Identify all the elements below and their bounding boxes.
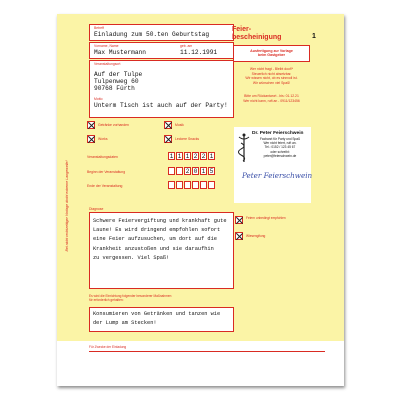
stamp-signature: Peter Feierschwein <box>242 171 313 180</box>
sidebar-warning <box>62 34 72 374</box>
event-digit[interactable]: 1 <box>209 153 214 160</box>
start-digit[interactable]: 1 <box>201 168 206 175</box>
notice-line-2: Steuerlich nicht absetzbar. <box>251 71 292 76</box>
footer-line <box>89 351 325 352</box>
measures-line-2: der Lump am Stecken! <box>93 320 157 326</box>
stamp-line-3: oder schreibt: <box>270 149 290 154</box>
form-title-line-2: bescheinigung <box>232 34 282 41</box>
diagnosis-line-5: zu vergessen. Viel Spaß! <box>93 255 170 261</box>
checkbox-wiesengifung[interactable] <box>235 232 243 240</box>
name-value: Max Mustermann <box>94 49 146 56</box>
name-box[interactable] <box>89 42 234 59</box>
end-digit[interactable] <box>184 181 191 189</box>
start-digit[interactable]: 2 <box>185 168 190 175</box>
checkbox-drinks[interactable] <box>87 121 95 129</box>
checkbox-works-label: Works <box>98 137 108 141</box>
date-label: geb. am <box>180 44 193 48</box>
certificate-card <box>57 14 344 386</box>
end-digit[interactable] <box>176 181 183 189</box>
end-digit[interactable] <box>192 181 199 189</box>
stamp-name: Dr. Peter Feierschwein <box>252 131 304 136</box>
end-digit[interactable] <box>208 181 215 189</box>
checkbox-works[interactable] <box>87 135 95 143</box>
checkbox-snacks-label: Leckere Snacks <box>175 137 200 141</box>
event-digit[interactable]: 1 <box>177 153 182 160</box>
wiesengifung-label: Wiesengifung <box>246 234 266 238</box>
diagnosis-line-2: Laune! Es wird dringend empfohlen sofort <box>93 226 221 233</box>
contact-text <box>233 94 310 103</box>
measures-box[interactable] <box>89 307 234 332</box>
start-digit[interactable] <box>168 167 175 175</box>
event-digit[interactable]: 2 <box>201 153 206 160</box>
end-digit[interactable] <box>168 181 175 189</box>
address-line-2: Tulpenweg 60 <box>94 78 139 85</box>
stamp-subtitle: Facharzt für Party und Spaß <box>259 137 301 141</box>
diagnosis-label: Diagnose <box>89 207 104 211</box>
checkbox-drinks-label: Getränke vorhanden <box>98 123 129 127</box>
address-line-3: 90768 Fürth <box>94 85 135 92</box>
stamp-line-2: Tel.: 0152 / 123 45 67 <box>264 145 296 150</box>
diagnosis-line-4: Krankheit anzustoßen und sie daraufhin <box>93 245 214 252</box>
event-digit[interactable]: 1 <box>169 153 174 160</box>
diagnosis-line-1: Schwere Feiervergiftung und krankhaft gute <box>93 218 227 224</box>
end-digit[interactable] <box>200 181 207 189</box>
note-label: Motto <box>94 97 103 101</box>
measures-line-1: Konsumieren von Getränken und tanzen wie <box>93 311 221 317</box>
copy-label-line-2: beim Gastgeber <box>257 53 286 57</box>
note-value: Unterm Tisch ist auch auf der Party! <box>94 102 228 109</box>
address-label: Veranstaltungsort <box>94 62 121 66</box>
stamp-info <box>252 137 308 158</box>
notice-line-3: Wir wissen nicht, ob es sinnvoll ist. <box>245 76 298 81</box>
end-date-label: Ende der Veranstaltung <box>87 184 123 188</box>
subject-label: Betreff <box>94 26 104 30</box>
diagnosis-box[interactable] <box>89 212 234 289</box>
start-date-label: Beginn der Veranstaltung <box>87 170 126 174</box>
stamp-line-1: Wer nicht feiert, ruft an. <box>263 141 297 146</box>
event-dates-label: Veranstaltungsdaten <box>87 155 118 159</box>
notice-line-1: Wer nicht fragt - Bleibt doof!* <box>249 67 294 71</box>
subject-value: Einladung zum 50.ten Geburtstag <box>94 31 210 38</box>
stamp-line-4: peter@feierschwein.de <box>263 153 297 158</box>
name-label: Vorname, Name <box>94 44 119 48</box>
notice-text <box>233 67 310 85</box>
form-number: 1 <box>312 33 316 40</box>
form-title <box>232 26 281 42</box>
party-recommended-label: Feiern unbedingt empfohlen <box>246 216 286 220</box>
checkbox-music[interactable] <box>164 121 172 129</box>
diagnosis-line-3: eine Feier aufzusuchen, um dort auf die <box>93 236 217 242</box>
caduceus-icon <box>237 133 251 163</box>
measures-label-line-2: für erforderlich gehalten: <box>89 298 124 302</box>
sidebar-warning-text: Bei nicht rechtzeitiger Vorlage droht extreme Langeweile! <box>65 160 69 252</box>
contact-line-1: Bitte um Rückantwort - bis: 01.12.21 <box>244 94 299 98</box>
contact-line-2: Wer nicht kann, ruft an - 0911/123456 <box>243 98 300 103</box>
start-digit[interactable] <box>176 167 183 175</box>
footer-label: Für Zwecke der Einladung <box>89 345 127 349</box>
start-digit[interactable]: 5 <box>209 168 214 175</box>
address-box[interactable] <box>89 60 234 118</box>
address-line-1: Auf der Tulpe <box>94 71 143 78</box>
measures-label-line-1: Es wird die Einrichtung folgender besonderer Maßnahmen <box>89 294 172 298</box>
copy-label-box <box>233 45 310 62</box>
date-value: 11.12.1991 <box>180 49 218 56</box>
notice-line-4: Wir wünschen viel Spaß! <box>252 80 291 85</box>
event-digit[interactable]: 2 <box>193 153 198 160</box>
copy-label-line-1: Ausfertigung zur Vorlage <box>250 49 293 53</box>
event-digit[interactable]: 1 <box>185 153 190 160</box>
checkbox-party-recommended[interactable] <box>235 216 243 224</box>
checkbox-snacks[interactable] <box>164 135 172 143</box>
form-title-line-1: Feier- <box>232 26 252 33</box>
doctor-stamp <box>234 127 311 203</box>
checkbox-music-label: Musik <box>175 123 184 127</box>
subject-box[interactable] <box>89 24 234 41</box>
start-digit[interactable]: 0 <box>193 168 198 175</box>
